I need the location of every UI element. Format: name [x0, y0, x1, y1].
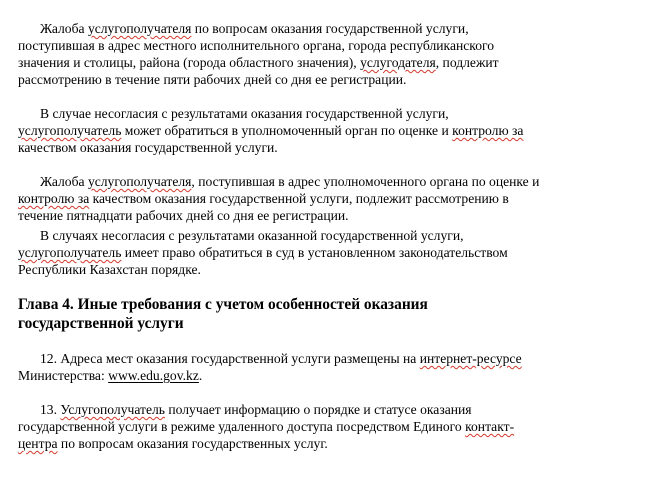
text-line: центра по вопросам оказания государственных услуг.	[18, 436, 328, 451]
spellcheck-word[interactable]: услугополучателя	[87, 21, 192, 36]
spellcheck-word[interactable]: услугополучателя	[87, 174, 192, 189]
spellcheck-word[interactable]: контакт-	[465, 419, 515, 434]
text-line: услугополучатель может обратиться в уполномоченный орган по оценке и контролю за	[18, 123, 524, 138]
text-line: 12. Адреса мест оказания государственной услуги размещены на интернет-ресурсе	[40, 351, 522, 366]
spellcheck-word[interactable]: контролю за	[452, 123, 524, 138]
chapter-heading	[18, 295, 638, 333]
text-line: рассмотрению в течение пяти рабочих дней со дня ее регистрации.	[18, 72, 407, 87]
chapter-heading-line: Глава 4. Иные требования с учетом особенностей оказания	[18, 296, 428, 313]
website-link[interactable]: www.edu.gov.kz	[108, 368, 199, 383]
text-line: В случае несогласия с результатами оказания государственной услуги,	[40, 106, 449, 121]
document-page	[18, 20, 638, 452]
chapter-heading-line: государственной услуги	[18, 315, 184, 332]
spellcheck-word[interactable]: Услугополучатель	[60, 402, 165, 417]
spellcheck-word[interactable]: интернет-ресурсе	[419, 351, 522, 366]
paragraph-court-appeal	[18, 227, 638, 278]
text-line: качеством оказания государственной услуги.	[18, 140, 278, 155]
paragraph-complaint-authorized-body	[18, 173, 638, 224]
paragraph-disagreement-appeal	[18, 105, 638, 156]
spellcheck-word[interactable]: центра	[18, 436, 58, 451]
text-line: контролю за качеством оказания государственной услуги, подлежит рассмотрению в	[18, 191, 509, 206]
spellcheck-word[interactable]: услугополучатель	[18, 245, 122, 260]
item-13-contact-center	[18, 401, 638, 452]
spellcheck-word[interactable]: услугодателя	[360, 55, 436, 70]
text-line: Жалоба услугополучателя, поступившая в адрес уполномоченного органа по оценке и	[40, 174, 540, 189]
text-line: течение пятнадцати рабочих дней со дня ее регистрации.	[18, 208, 349, 223]
text-line: 13. Услугополучатель получает информацию о порядке и статусе оказания	[40, 402, 472, 417]
text-line: услугополучатель имеет право обратиться в суд в установленном законодательством	[18, 245, 508, 260]
text-line: Жалоба услугополучателя по вопросам оказания государственной услуги,	[40, 21, 469, 36]
spellcheck-word[interactable]: услугополучатель	[18, 123, 122, 138]
text-line: поступившая в адрес местного исполнительного органа, города республиканского	[18, 38, 495, 53]
paragraph-complaint-local	[18, 20, 638, 88]
text-line: значения и столицы, района (города областного значения), услугодателя, подлежит	[18, 55, 499, 70]
text-line: Министерства: www.edu.gov.kz.	[18, 368, 203, 383]
item-12-addresses	[18, 350, 638, 384]
text-line: В случаях несогласия с результатами оказанной государственной услуги,	[40, 228, 464, 243]
spellcheck-word[interactable]: контролю за	[18, 191, 90, 206]
text-line: государственной услуги в режиме удаленного доступа посредством Единого контакт-	[18, 419, 515, 434]
text-line: Республики Казахстан порядке.	[18, 262, 201, 277]
